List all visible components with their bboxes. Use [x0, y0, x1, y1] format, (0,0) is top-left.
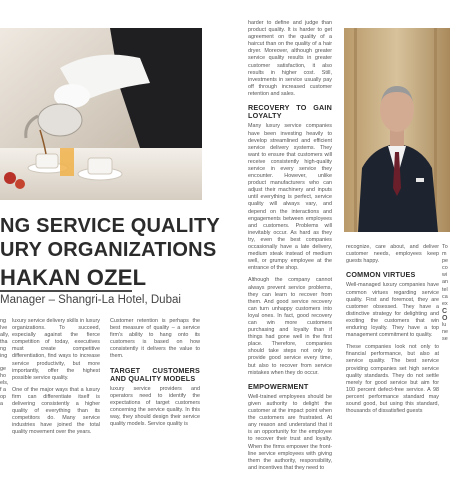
fragment-line: wi: [442, 272, 448, 279]
fragment-line: f a: [0, 386, 6, 393]
author-portrait-illustration: [344, 28, 450, 232]
fragment-line: tel: [442, 286, 448, 293]
article-title-line-2: URY ORGANIZATIONS: [0, 239, 217, 261]
paragraph: Well-trained employees should be given authority to delight the customer at the impact point when the customers are frustrated. At any reason and understand that it is an opportunity for the employee to recover their trust and loyalty. When the firms empower the front-line service employees with giving them the authority, responsibility, and incentives that they need to: [248, 393, 332, 471]
fragment-line: op: [0, 393, 6, 400]
author-portrait: [344, 28, 450, 232]
fragment-line: m: [442, 251, 447, 258]
fragment-line: ing: [0, 353, 8, 360]
text-column-4: [248, 20, 332, 477]
section-heading: COMMON VIRTUES: [346, 270, 416, 280]
fragment-line: a: [0, 401, 3, 408]
paragraph: One of the major ways that a luxury firm can differentiate itself is delivering consistently a higher quality of everything than its competitors do. Many service industries have joined the total quality movement over the years.: [12, 386, 100, 436]
fragment-line: els,: [0, 379, 9, 386]
text-column-2: [12, 318, 100, 442]
fragment-line: tha: [0, 339, 8, 346]
paragraph: These companies look not only to financial performance, but also at service quality. The best service providing companies set high service quality standards. They do not settle merely for good service but aim for 100 percent defect-free service. A 98 percent performance standard may sound good, but using this standard, thousands of dissatisfied guests: [346, 344, 439, 415]
author-name: HAKAN OZEL: [0, 265, 147, 290]
fragment-line: O: [442, 314, 448, 322]
paragraph: harder to define and judge than product quality. It is harder to get agreement on the quality of a haircut than on the quality of a hair dryer. Moreover, although greater service quality results in greater customer satisfaction, it also results in higher cost. Still, investments in service usually pay off through increased customer retention and sales.: [248, 20, 332, 97]
fragment-line: ne: [442, 329, 448, 336]
fragment-line: ho: [0, 372, 6, 379]
paragraph: Many luxury service companies have been investing heavily to develop streamlined and efficient service delivery systems. They want to ensure that customers will receive consistently high-quality service in every service they encounter. However, unlike product manufacturers who can adjust their machinery and inputs until everything is perfect, service quality will always vary, and depend on the interactions and engagements between employees and customers. Problems will inevitably occur. As hard as they try, even the best companies occasionally have a late delivery, medium steak instead of medium well, or grumpy employee at the entrance of the shop.: [248, 123, 332, 272]
paragraph: Although the company cannot always prevent service problems, they can learn to recover from them. And good service recovery can turn unhappy customers into loyal ones. In fact, good recovery can win more customers purchasing and loyalty than if things had gone well in the first place. Therefore, companies should take steps not only to provide good service every time, but also to recover from service mistakes when they do occur.: [248, 277, 332, 376]
fragment-line: To: [442, 244, 448, 250]
title-divider: [0, 290, 132, 292]
fragment-line: ng: [0, 318, 6, 324]
paragraph: Customer retention is perhaps the best measure of quality – a service firm's ability to hang onto its customers is based on how consistently it delivers the value to them.: [110, 318, 200, 360]
fragment-line: ng: [0, 346, 6, 353]
fragment-line: C: [442, 307, 448, 315]
text-column-6: [442, 244, 450, 343]
paragraph: luxury service delivery skills in luxury organizations. To succeed, especially against the fierce competition of today, executives must create competitive differentiation, find ways to increase service productivity, but more importantly, offer the highest possible service quality.: [12, 318, 100, 381]
author-role: Manager – Shangri-La Hotel, Dubai: [0, 294, 181, 306]
paragraph: luxury service providers and operators need to identify the expectations of target customers concerning the service quality. In this way, they should design their service quality models. Service quality is: [110, 385, 200, 428]
fragment-line: ally,: [0, 332, 10, 339]
fragment-line: Ive: [0, 325, 8, 332]
fragment-line: ex: [442, 300, 448, 307]
fragment-line: pe: [442, 258, 448, 265]
fragment-line: lu: [442, 322, 447, 329]
section-heading: TARGET CUSTOMERS AND QUALITY MODELS: [110, 365, 200, 383]
fragment-line: co: [442, 265, 448, 272]
section-heading: EMPOWERMENT: [248, 381, 309, 391]
paragraph: Well-managed luxury companies have common virtues regarding service quality. First and foremost, they are customer obsessed. They have a distinctive strategy for delighting and exciting the customers that win enduring loyalty. They have a top management commitment to quality.: [346, 282, 439, 339]
fragment-line: an: [442, 279, 448, 286]
text-column-5: [346, 244, 439, 420]
paragraph: recognize, care about, and deliver customer needs, employees keep guests happy.: [346, 244, 439, 265]
hero-photo: [0, 28, 202, 200]
fragment-line: se: [442, 336, 448, 343]
article-title-line-1: NG SERVICE QUALITY: [0, 215, 220, 237]
fragment-line: ca: [442, 293, 448, 300]
waiter-pouring-tea-illustration: [0, 28, 202, 200]
fragment-line: ge: [0, 365, 6, 372]
section-heading: RECOVERY TO GAIN LOYALTY: [248, 103, 332, 121]
text-column-3: [110, 318, 200, 434]
